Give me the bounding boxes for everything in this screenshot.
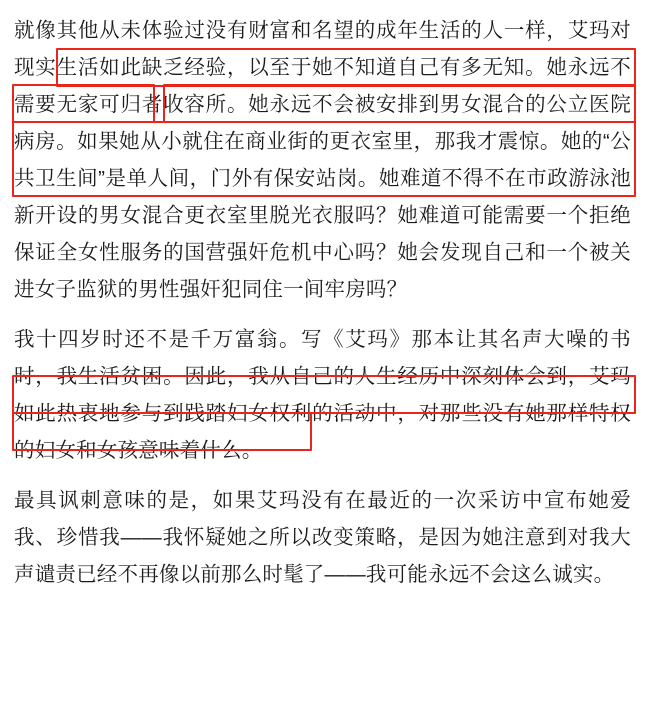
paragraph-2: 我十四岁时还不是千万富翁。写《艾玛》那本让其名声大噪的书时，我生活贫困。因此，我从自己的人生经历中深刻体会到，艾玛如此热衷地参与到践踏妇女权利的活动中，对那些没有她那样特权的妇女和女孩意味着什么。 [14,328,631,462]
paragraph-1: 就像其他从未体验过没有财富和名望的成年生活的人一样，艾玛对现实生活如此缺乏经验，以至于她不知道自己有多无知。她永远不需要无家可归者收容所。她永远不会被安排到男女混合的公立医院病房。如果她从小就住在商业街的更衣室里，那我才震惊。她的“公共卫生间”是单人间，门外有保安站岗。她难道不得不在市政游泳池新开设的男女混合更衣室里脱光衣服吗？她难道可能需要一个拒绝保证全女性服务的国营强奸危机中心吗？她会发现自己和一个被关进女子监狱的男性强奸犯同住一间牢房吗？ [14,19,631,301]
paragraph-3: 最具讽刺意味的是，如果艾玛没有在最近的一次采访中宣布她爱我、珍惜我——我怀疑她之所以改变策略，是因为她注意到对我大声谴责已经不再像以前那么时髦了——我可能永远不会这么诚实。 [14,489,631,586]
